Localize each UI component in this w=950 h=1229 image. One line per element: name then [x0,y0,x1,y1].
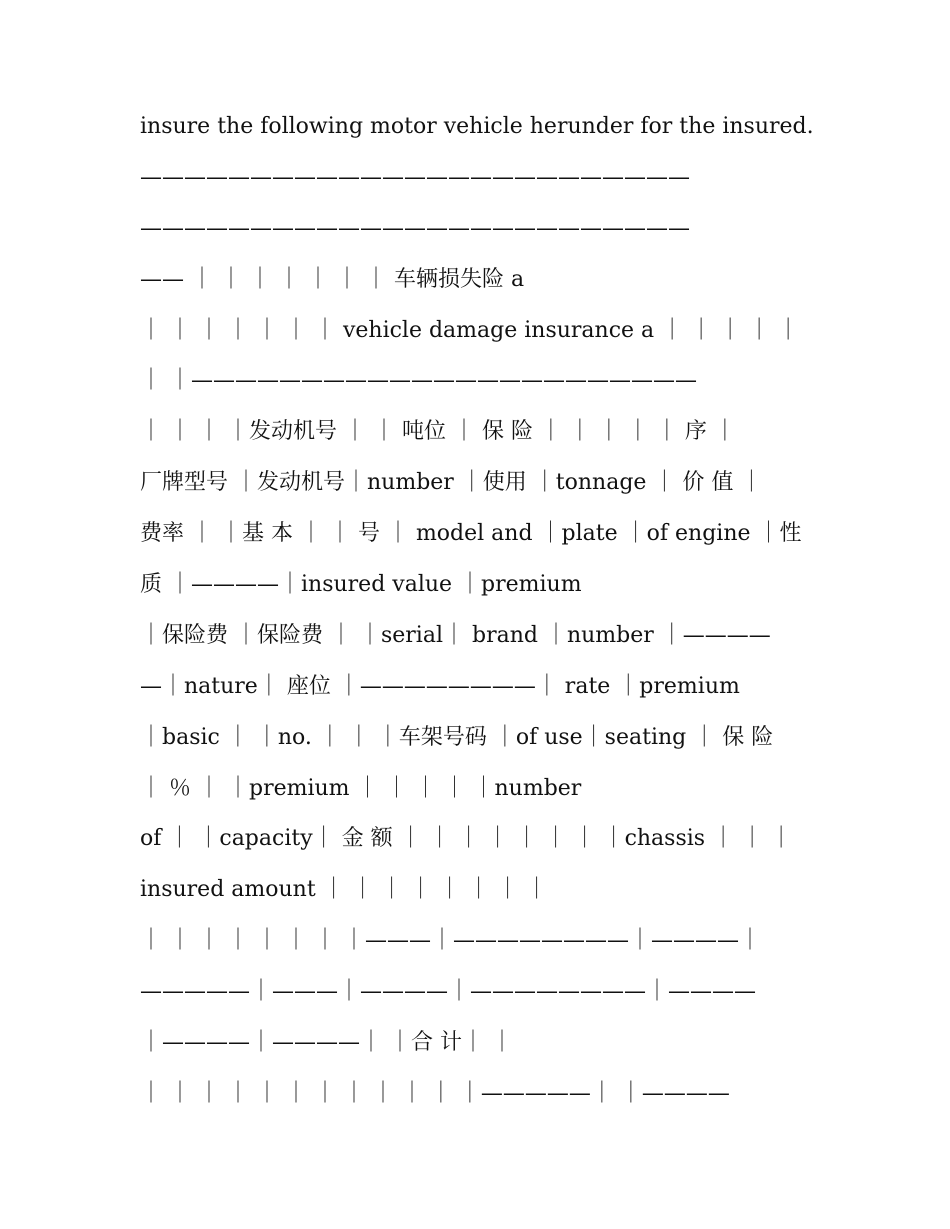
text-line: ｜basic ｜ ｜no. ｜ ｜ ｜车架号码 ｜of use｜seating ｜ 保 险 [140,724,774,750]
text-line: 费率 ｜ ｜基 本 ｜ ｜ 号 ｜ model and ｜plate ｜of engine ｜性 [140,521,802,547]
text-line: ｜ ｜ ｜ ｜ ｜ ｜ ｜ ｜ ｜ ｜ ｜ ｜—————｜ ｜———— [140,1080,730,1106]
text-line: ｜ ｜ ｜ ｜发动机号 ｜ ｜ 吨位 ｜ 保 险 ｜ ｜ ｜ ｜ ｜ 序 ｜ [140,419,736,445]
policy-text-block [140,102,820,1120]
text-line: ｜保险费 ｜保险费 ｜ ｜serial｜ brand ｜number ｜———— [140,622,771,648]
text-line: —————｜———｜————｜————————｜———— [140,979,757,1005]
text-line: of ｜ ｜capacity｜ 金 额 ｜ ｜ ｜ ｜ ｜ ｜ ｜ ｜chassis ｜ ｜ ｜ [140,826,793,852]
text-line: ｜ ｜ ｜ ｜ ｜ ｜ ｜ vehicle damage insurance a ｜ ｜ ｜ ｜ ｜ [140,317,800,343]
text-line: ｜————｜————｜ ｜合 计｜ ｜ [140,1030,513,1056]
text-line: ————————————————————————— [140,164,690,190]
text-line: 厂牌型号 ｜发动机号｜number ｜使用 ｜tonnage ｜ 价 值 ｜ [140,470,763,496]
text-line: insure the following motor vehicle herunder for the insured. [140,114,814,139]
text-line: —— ｜ ｜ ｜ ｜ ｜ ｜ ｜ 车辆损失险 a [140,266,525,292]
text-line: ————————————————————————— [140,215,690,241]
text-line: ｜ ｜ ｜ ｜ ｜ ｜ ｜ ｜———｜————————｜————｜ [140,928,761,954]
text-line: ｜ ％ ｜ ｜premium ｜ ｜ ｜ ｜ ｜number [140,775,582,801]
text-line: ｜ ｜——————————————————————— [140,368,697,394]
text-line: insured amount ｜ ｜ ｜ ｜ ｜ ｜ ｜ ｜ [140,877,548,903]
text-line: —｜nature｜ 座位 ｜————————｜ rate ｜premium [140,673,740,699]
text-line: 质 ｜————｜insured value ｜premium [140,572,582,598]
